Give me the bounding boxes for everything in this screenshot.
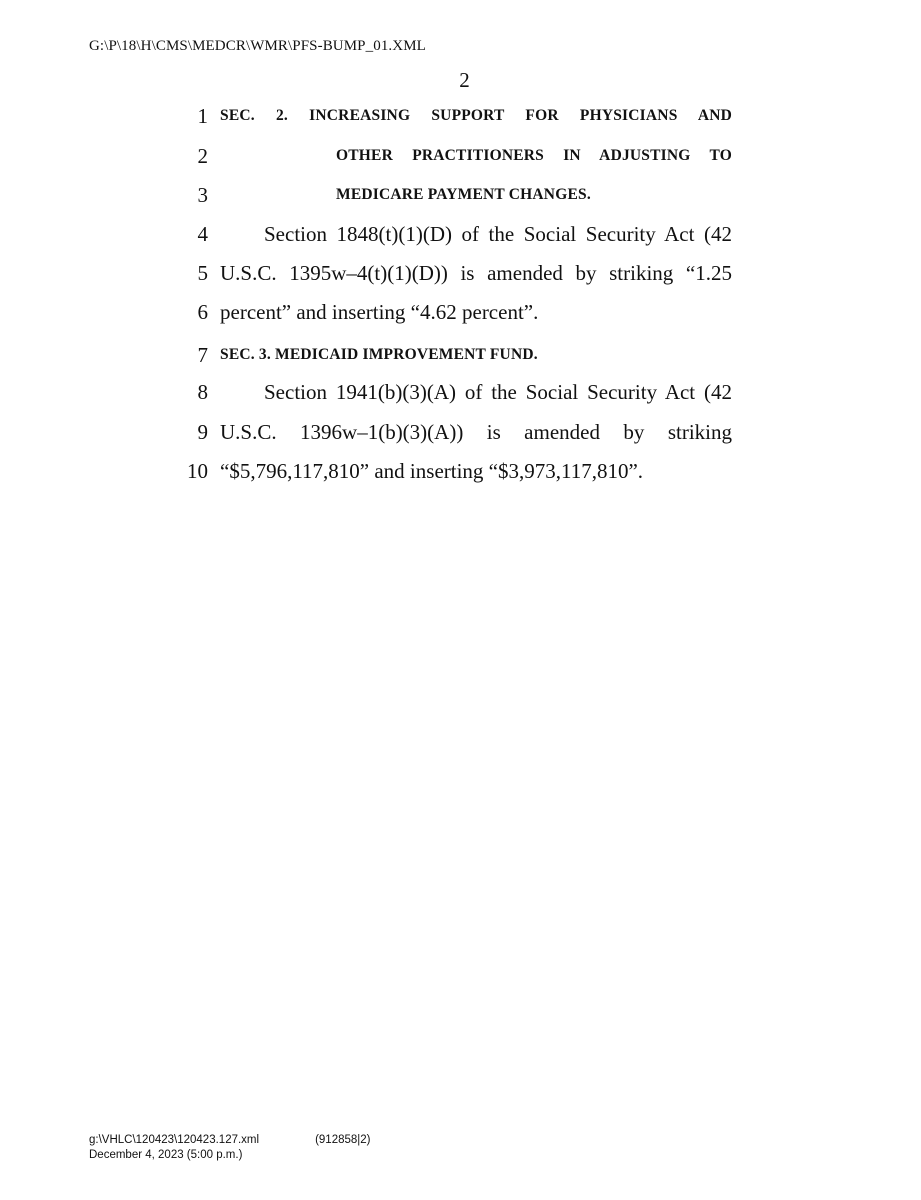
section-heading-continued: OTHER PRACTITIONERS IN ADJUSTING TO: [336, 147, 732, 164]
line-number: 4: [197, 222, 208, 246]
page-number: 2: [459, 68, 470, 92]
line-number: 9: [197, 420, 208, 444]
text-line: [0, 458, 921, 498]
line-number: 3: [197, 183, 208, 207]
text-line: [0, 299, 921, 339]
file-path-header: G:\P\18\H\CMS\MEDCR\WMR\PFS-BUMP_01.XML: [89, 38, 426, 54]
section-heading-continued: MEDICARE PAYMENT CHANGES.: [336, 186, 591, 203]
footer-code: (912858|2): [315, 1134, 371, 1146]
body-text: U.S.C. 1396w–1(b)(3)(A)) is amended by striking: [220, 420, 732, 444]
section-heading: SEC. 2. INCREASING SUPPORT FOR PHYSICIANS AND: [220, 107, 732, 124]
body-text: “$5,796,117,810” and inserting “$3,973,117,810”.: [220, 459, 644, 483]
text-line: [0, 379, 921, 419]
line-number: 7: [197, 343, 208, 367]
footer-date: December 4, 2023 (5:00 p.m.): [89, 1149, 243, 1161]
text-line: [0, 221, 921, 261]
footer: [89, 1133, 371, 1163]
text-line: [0, 419, 921, 459]
section-heading: SEC. 3. MEDICAID IMPROVEMENT FUND.: [220, 346, 538, 363]
text-line: [0, 260, 921, 300]
line-number: 8: [197, 380, 208, 404]
body-text: Section 1941(b)(3)(A) of the Social Security Act (42: [264, 380, 732, 404]
line-number: 5: [197, 261, 208, 285]
line-number: 1: [197, 104, 208, 128]
footer-xml-path: g:\VHLC\120423\120423.127.xml: [89, 1134, 260, 1146]
body-text: U.S.C. 1395w–4(t)(1)(D)) is amended by striking “1.25: [220, 261, 732, 285]
text-line: [0, 182, 921, 222]
text-line: [0, 143, 921, 183]
text-line: [0, 103, 921, 143]
text-line: [0, 342, 921, 382]
line-number: 2: [197, 144, 208, 168]
line-number: 10: [187, 459, 208, 483]
line-number: 6: [197, 300, 208, 324]
body-text: Section 1848(t)(1)(D) of the Social Security Act (42: [264, 222, 732, 246]
body-text: percent” and inserting “4.62 percent”.: [220, 300, 539, 324]
